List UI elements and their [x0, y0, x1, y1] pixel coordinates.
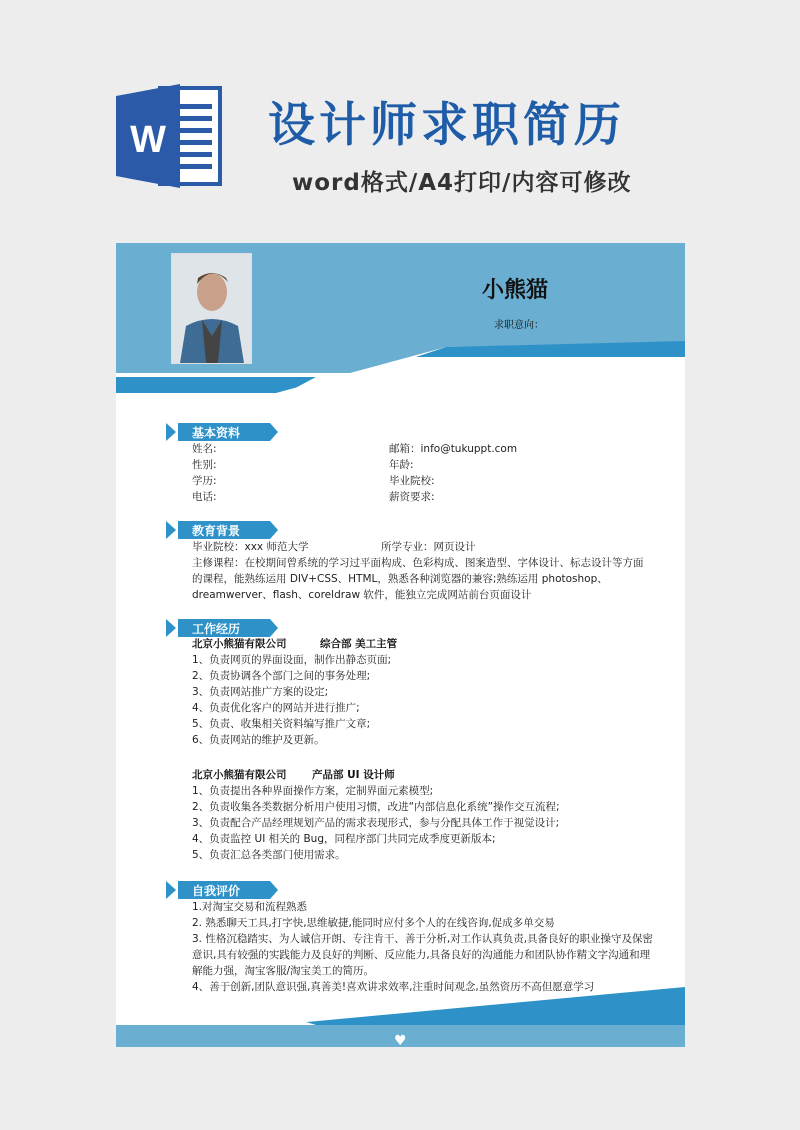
work-item: 4、负责优化客户的网站并进行推广; — [192, 702, 360, 714]
work-item: 2、负责收集各类数据分析用户使用习惯，改进“内部信息化系统”操作交互流程; — [192, 801, 560, 813]
basic-gender: 性别: — [192, 459, 217, 471]
basic-salary: 薪资要求: — [389, 491, 435, 503]
work-item: 1、负责网页的界面设面，制作出静态页面; — [192, 654, 392, 666]
heart-icon: ♥ — [394, 1033, 407, 1047]
basic-phone: 电话: — [192, 491, 217, 503]
work-item: 2、负责协调各个部门之间的事务处理; — [192, 670, 371, 682]
resume-page — [116, 243, 685, 1047]
work-item: 3、负责配合产品经理规划产品的需求表现形式，参与分配具体工作于视觉设计; — [192, 817, 560, 829]
section-title-self: 自我评价 — [192, 884, 241, 898]
svg-text:W: W — [130, 119, 166, 161]
section-header-self — [166, 881, 278, 899]
basic-school: 毕业院校: — [389, 475, 435, 487]
section-header-education — [166, 521, 278, 539]
job-intent-label: 求职意向： — [494, 320, 544, 331]
education-major: 所学专业：网页设计 — [381, 541, 476, 553]
self-item: 3. 性格沉稳踏实、为人诚信开朗、专注肯干、善于分析,对工作认真负责,具备良好的职业操守及保密 — [192, 933, 654, 945]
self-item: 1.对淘宝交易和流程熟悉 — [192, 901, 308, 913]
work-item: 5、负责汇总各类部门使用需求。 — [192, 849, 346, 861]
word-document-icon — [116, 82, 224, 190]
section-title-education: 教育背景 — [192, 524, 241, 538]
banner-subtitle: word格式/A4打印/内容可修改 — [292, 170, 632, 196]
work-item: 6、负责网站的维护及更新。 — [192, 734, 325, 746]
banner-title: 设计师求职简历 — [268, 98, 625, 153]
basic-age: 年龄: — [389, 459, 414, 471]
self-item: 4、善于创新,团队意识强,真善美!喜欢讲求效率,注重时间观念,虽然资历不高但愿意学习 — [192, 981, 595, 993]
work-item: 4、负责监控 UI 相关的 Bug，同程序部门共同完成季度更新版本; — [192, 833, 496, 845]
work-company: 北京小熊猫有限公司 — [192, 638, 287, 650]
work-dept: 综合部 美工主管 — [320, 638, 398, 650]
basic-name: 姓名: — [192, 443, 217, 455]
education-line: 主修课程：在校期间曾系统的学习过平面构成、色彩构成、图案造型、字体设计、标志设计等方面 — [192, 557, 644, 569]
education-line: dreamwerver、flash、coreldraw 软件，能独立完成网站前台页面设计 — [192, 589, 532, 601]
self-item: 解能力强，淘宝客服/淘宝美工的简历。 — [192, 965, 375, 977]
work-item: 3、负责网站推广方案的设定; — [192, 686, 329, 698]
basic-email: 邮箱：info@tukuppt.com — [389, 443, 518, 455]
section-header-work — [166, 619, 278, 637]
section-title-work: 工作经历 — [192, 622, 241, 636]
candidate-name: 小熊猫 — [482, 278, 549, 303]
work-item: 1、负责提出各种界面操作方案，定制界面元素模型; — [192, 785, 434, 797]
work-dept: 产品部 UI 设计师 — [312, 769, 395, 781]
work-company: 北京小熊猫有限公司 — [192, 769, 287, 781]
self-item: 意识,具有较强的实践能力及良好的判断、反应能力,具备良好的沟通能力和团队协作精文字沟通和理 — [192, 949, 651, 961]
profile-photo — [171, 253, 252, 364]
work-item: 5、负责、收集相关资料编写推广文章; — [192, 718, 371, 730]
basic-education: 学历: — [192, 475, 217, 487]
self-item: 2. 熟悉聊天工具,打字快,思维敏捷,能同时应付多个人的在线咨询,促成多单交易 — [192, 917, 555, 929]
education-line: 的课程，能熟练运用 DIV+CSS、HTML，熟悉各种浏览器的兼容;熟练运用 photoshop、 — [192, 573, 608, 585]
education-school: 毕业院校：xxx 师范大学 — [192, 541, 309, 553]
section-header-basic — [166, 423, 278, 441]
section-title-basic: 基本资料 — [192, 426, 241, 440]
